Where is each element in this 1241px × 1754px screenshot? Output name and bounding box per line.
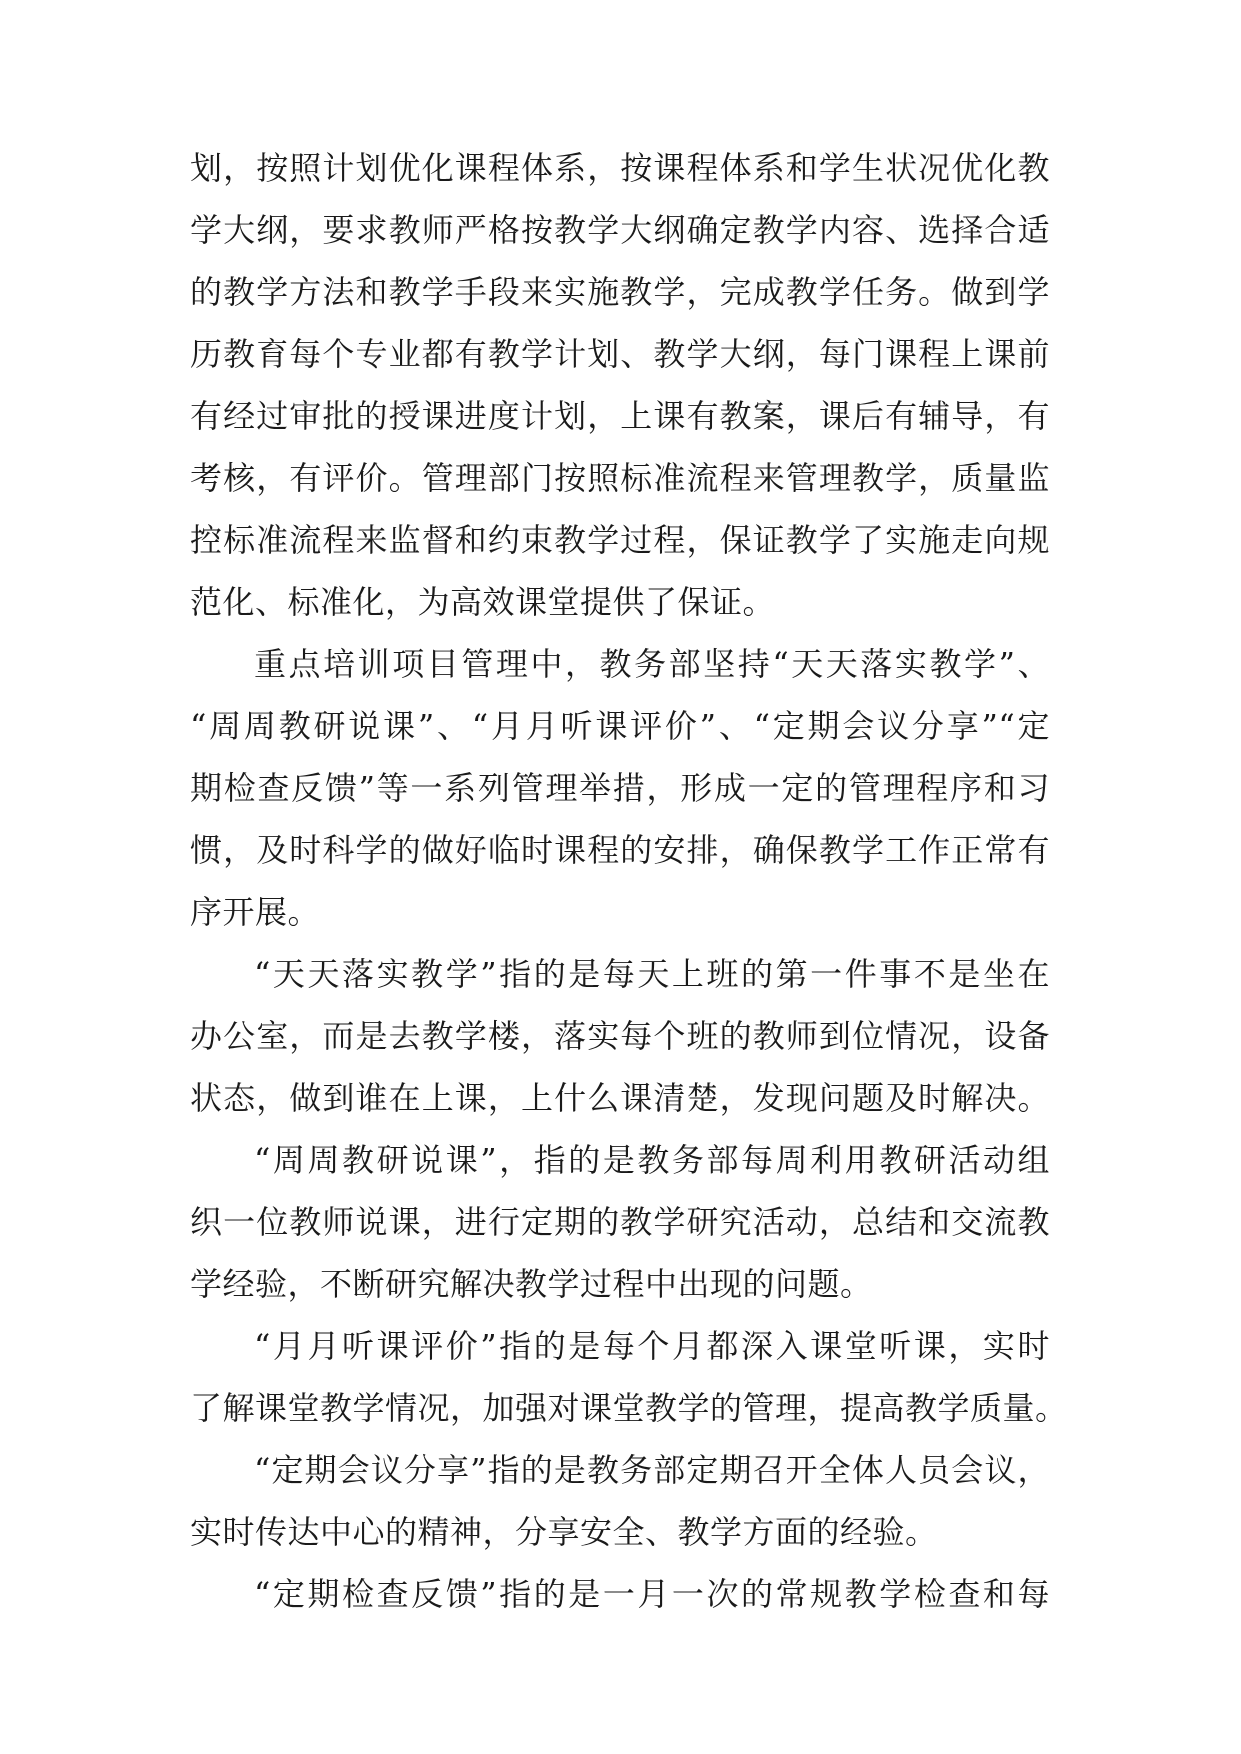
- text-line: 实时传达中心的精神，分享安全、教学方面的经验。: [190, 1513, 938, 1551]
- text-line: “周周教研说课”，指的是教务部每周利用教研活动组: [254, 1141, 1050, 1179]
- text-line: 重点培训项目管理中，教务部坚持“天天落实教学”、: [254, 645, 1050, 683]
- text-line: 的教学方法和教学手段来实施教学，完成教学任务。做到学: [190, 273, 1050, 311]
- text-line: 序开展。: [190, 893, 321, 931]
- text-line: 学经验，不断研究解决教学过程中出现的问题。: [190, 1265, 873, 1303]
- text-line: 状态，做到谁在上课，上什么课清楚，发现问题及时解决。: [190, 1079, 1050, 1117]
- text-line: 办公室，而是去教学楼，落实每个班的教师到位情况，设备: [190, 1017, 1050, 1055]
- text-line: 划，按照计划优化课程体系，按课程体系和学生状况优化教: [190, 149, 1050, 187]
- text-line: 历教育每个专业都有教学计划、教学大纲，每门课程上课前: [190, 335, 1050, 373]
- text-line: 了解课堂教学情况，加强对课堂教学的管理，提高教学质量。: [190, 1389, 1068, 1427]
- text-line: 期检查反馈”等一系列管理举措，形成一定的管理程序和习: [190, 769, 1050, 807]
- text-line: 惯，及时科学的做好临时课程的安排，确保教学工作正常有: [190, 831, 1050, 869]
- text-line: “天天落实教学”指的是每天上班的第一件事不是坐在: [254, 955, 1050, 993]
- text-line: “定期会议分享”指的是教务部定期召开全体人员会议，: [254, 1451, 1050, 1489]
- text-line: “月月听课评价”指的是每个月都深入课堂听课，实时: [254, 1327, 1050, 1365]
- text-line: 织一位教师说课，进行定期的教学研究活动，总结和交流教: [190, 1203, 1050, 1241]
- text-line: 考核，有评价。管理部门按照标准流程来管理教学，质量监: [190, 459, 1050, 497]
- text-line: 范化、标准化，为高效课堂提供了保证。: [190, 583, 776, 621]
- text-line: 有经过审批的授课进度计划，上课有教案，课后有辅导，有: [190, 397, 1050, 435]
- text-line: “周周教研说课”、“月月听课评价”、“定期会议分享”“定: [190, 707, 1050, 745]
- text-line: 控标准流程来监督和约束教学过程，保证教学了实施走向规: [190, 521, 1050, 559]
- text-line: 学大纲，要求教师严格按教学大纲确定教学内容、选择合适: [190, 211, 1050, 249]
- text-line: “定期检查反馈”指的是一月一次的常规教学检查和每: [254, 1575, 1050, 1613]
